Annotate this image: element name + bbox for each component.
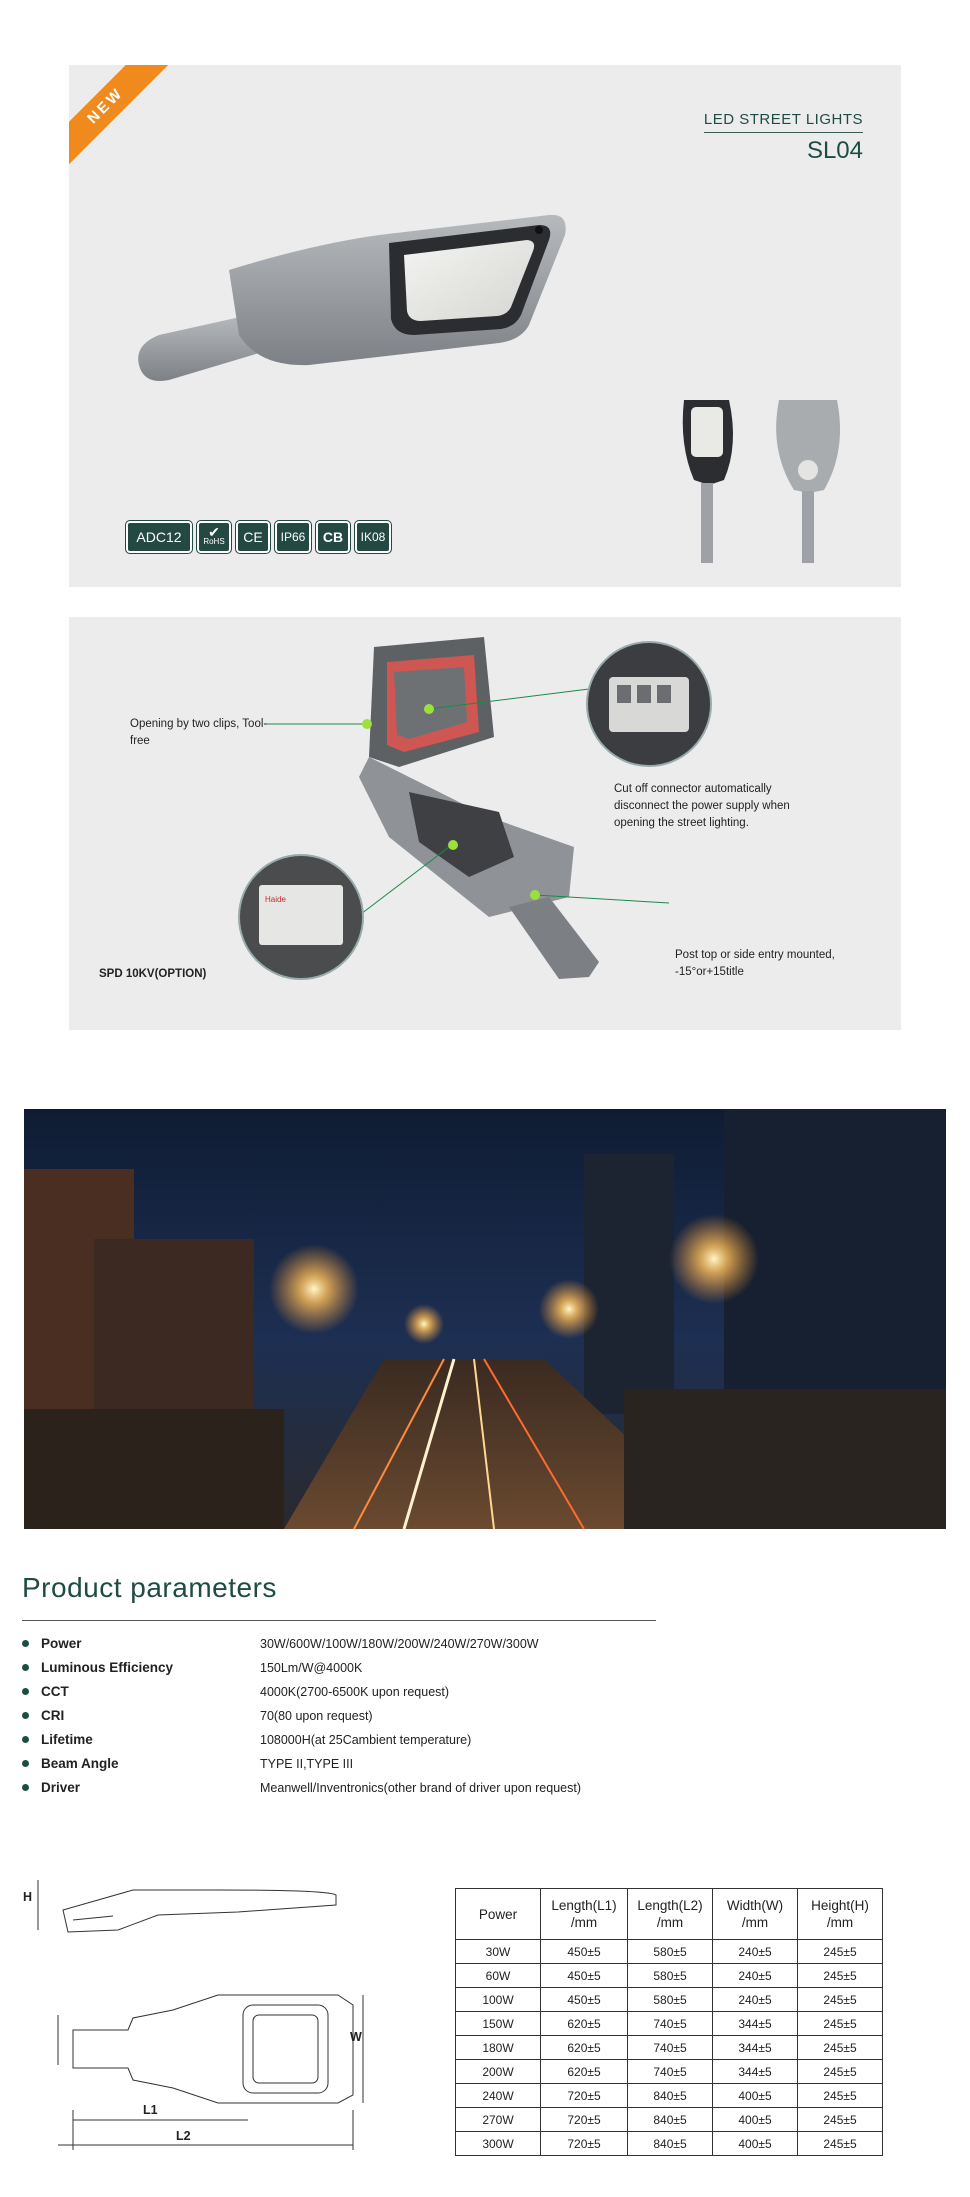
table-cell: 450±5	[541, 1940, 628, 1964]
table-cell: 245±5	[798, 2132, 883, 2156]
table-cell: 245±5	[798, 2108, 883, 2132]
param-label: CRI	[41, 1708, 65, 1723]
param-label: CCT	[41, 1684, 69, 1699]
table-cell: 580±5	[628, 1964, 713, 1988]
col-header: Length(L2) /mm	[628, 1889, 713, 1940]
table-cell: 400±5	[713, 2132, 798, 2156]
col-header: Power	[456, 1889, 541, 1940]
table-cell: 840±5	[628, 2084, 713, 2108]
table-cell: 245±5	[798, 2084, 883, 2108]
param-value: Meanwell/Inventronics(other brand of driver upon request)	[260, 1780, 582, 1795]
bullet-icon	[22, 1784, 29, 1791]
param-row	[22, 1660, 363, 1675]
note-connector: Cut off connector automatically disconnect the power supply when opening the street lighting.	[614, 783, 790, 829]
spec-table-header	[456, 1889, 883, 1940]
param-row	[22, 1732, 472, 1747]
param-row	[22, 1636, 539, 1651]
table-cell: 580±5	[628, 1988, 713, 2012]
param-value: 108000H(at 25Cambient temperature)	[260, 1732, 472, 1747]
table-cell: 400±5	[713, 2084, 798, 2108]
bullet-icon	[22, 1760, 29, 1767]
note-mount: Post top or side entry mounted, -15°or+15title	[675, 949, 835, 978]
table-cell: 100W	[456, 1988, 541, 2012]
param-value: 4000K(2700-6500K upon request)	[260, 1684, 450, 1699]
table-cell: 240±5	[713, 1988, 798, 2012]
param-label: Driver	[41, 1780, 81, 1795]
table-cell: 300W	[456, 2132, 541, 2156]
param-label: Power	[41, 1636, 82, 1651]
product-title	[704, 111, 863, 165]
bullet-icon	[22, 1640, 29, 1647]
param-row	[22, 1684, 450, 1699]
badge-adc12: ADC12	[126, 521, 192, 553]
dim-label-w: W	[350, 2030, 362, 2044]
table-cell: 240±5	[713, 1940, 798, 1964]
table-row	[456, 2084, 883, 2108]
night-street-image	[24, 1109, 946, 1529]
param-row	[22, 1756, 354, 1771]
col-header: Height(H) /mm	[798, 1889, 883, 1940]
hero-panel	[69, 65, 901, 587]
table-cell: 840±5	[628, 2108, 713, 2132]
table-row	[456, 2060, 883, 2084]
table-cell: 245±5	[798, 2012, 883, 2036]
check-icon: ✔	[208, 524, 220, 540]
spec-table	[455, 1888, 883, 2156]
param-value: TYPE II,TYPE III	[260, 1756, 354, 1771]
param-label: Beam Angle	[41, 1756, 119, 1771]
table-cell: 720±5	[541, 2132, 628, 2156]
dim-label-l2: L2	[176, 2129, 191, 2143]
table-row	[456, 2036, 883, 2060]
col-header: Length(L1) /mm	[541, 1889, 628, 1940]
table-cell: 840±5	[628, 2132, 713, 2156]
table-cell: 720±5	[541, 2108, 628, 2132]
bullet-icon	[22, 1688, 29, 1695]
param-label: Lifetime	[41, 1732, 93, 1747]
table-cell: 740±5	[628, 2012, 713, 2036]
table-cell: 245±5	[798, 1988, 883, 2012]
bullet-icon	[22, 1664, 29, 1671]
badge-rohs: ✔ RoHS	[197, 521, 231, 553]
col-header: Width(W) /mm	[713, 1889, 798, 1940]
table-cell: 240W	[456, 2084, 541, 2108]
table-cell: 245±5	[798, 2060, 883, 2084]
params-heading: Product parameters	[22, 1572, 277, 1603]
badge-cb: CB	[316, 521, 350, 553]
table-cell: 344±5	[713, 2012, 798, 2036]
new-ribbon: NEW	[69, 65, 170, 170]
badge-ip66: IP66	[275, 521, 311, 553]
table-cell: 720±5	[541, 2084, 628, 2108]
badge-ce: CE	[236, 521, 270, 553]
table-cell: 270W	[456, 2108, 541, 2132]
param-value: 30W/600W/100W/180W/200W/240W/270W/300W	[260, 1636, 539, 1651]
table-cell: 450±5	[541, 1964, 628, 1988]
certification-badges	[126, 521, 391, 553]
table-cell: 60W	[456, 1964, 541, 1988]
badge-ik08: IK08	[355, 521, 391, 553]
table-cell: 245±5	[798, 2036, 883, 2060]
table-cell: 450±5	[541, 1988, 628, 2012]
note-spd: SPD 10KV(OPTION)	[99, 968, 207, 980]
table-cell: 580±5	[628, 1940, 713, 1964]
night-street-photo	[24, 1109, 946, 1529]
table-cell: 180W	[456, 2036, 541, 2060]
table-row	[456, 2132, 883, 2156]
table-row	[456, 1988, 883, 2012]
table-cell: 400±5	[713, 2108, 798, 2132]
param-value: 70(80 upon request)	[260, 1708, 373, 1723]
bullet-icon	[22, 1736, 29, 1743]
table-cell: 740±5	[628, 2060, 713, 2084]
note-clips: Opening by two clips, Tool-free	[130, 718, 268, 747]
svg-text:Haide: Haide	[265, 895, 286, 904]
param-row	[22, 1780, 582, 1795]
table-cell: 245±5	[798, 1964, 883, 1988]
table-cell: 344±5	[713, 2036, 798, 2060]
param-label: Luminous Efficiency	[41, 1660, 174, 1675]
table-cell: 740±5	[628, 2036, 713, 2060]
table-cell: 620±5	[541, 2012, 628, 2036]
detail-panel	[69, 617, 901, 1030]
table-row	[456, 2012, 883, 2036]
table-cell: 344±5	[713, 2060, 798, 2084]
dim-label-h: H	[23, 1890, 33, 1904]
param-value: 150Lm/W@4000K	[260, 1660, 363, 1675]
table-row	[456, 1964, 883, 1988]
param-row	[22, 1708, 373, 1723]
table-cell: 245±5	[798, 1940, 883, 1964]
table-cell: 240±5	[713, 1964, 798, 1988]
product-subtitle: LED STREET LIGHTS	[704, 111, 863, 133]
table-cell: 150W	[456, 2012, 541, 2036]
dimension-drawing	[18, 1870, 388, 2170]
table-cell: 620±5	[541, 2060, 628, 2084]
dim-label-l1: L1	[143, 2103, 158, 2117]
table-row	[456, 1940, 883, 1964]
table-cell: 200W	[456, 2060, 541, 2084]
table-row	[456, 2108, 883, 2132]
table-cell: 30W	[456, 1940, 541, 1964]
street-light-front-back-views	[669, 395, 859, 570]
street-light-main-image	[129, 195, 649, 395]
product-model: SL04	[806, 137, 863, 164]
table-cell: 620±5	[541, 2036, 628, 2060]
bullet-icon	[22, 1712, 29, 1719]
params-divider	[22, 1620, 656, 1621]
